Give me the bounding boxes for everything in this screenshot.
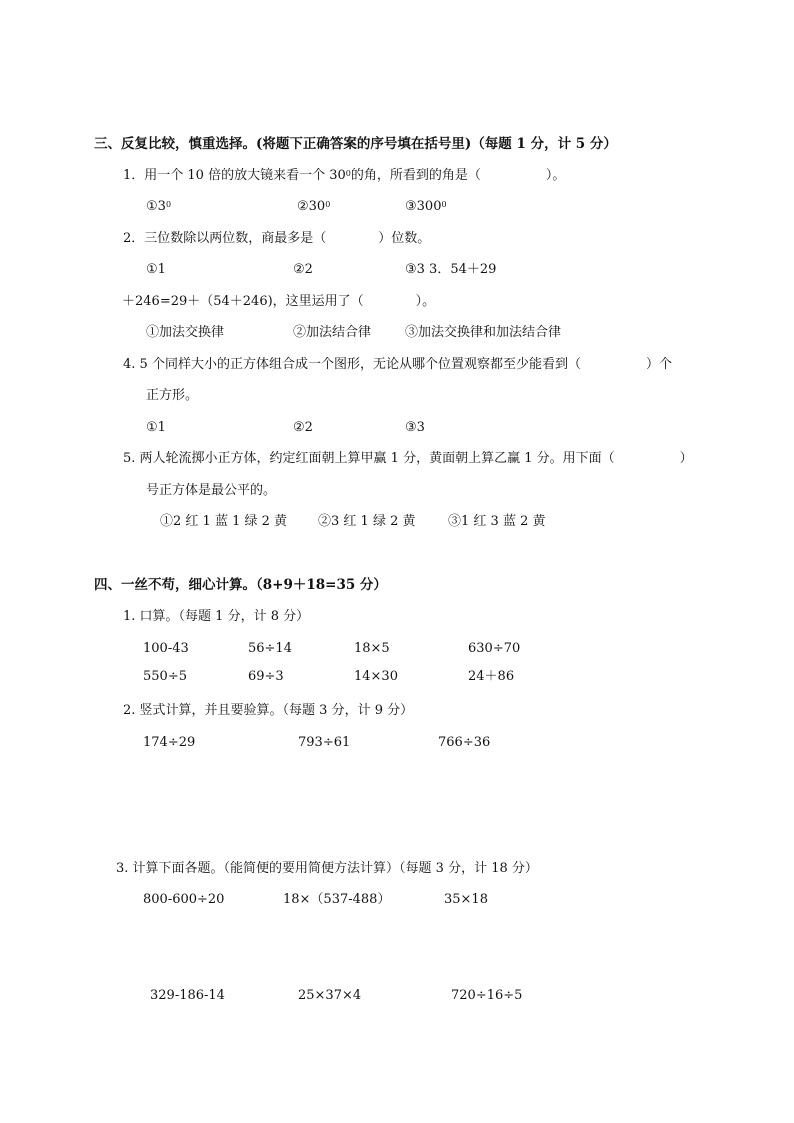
calc-item: 329-186-14	[150, 988, 225, 1003]
q1-stem	[123, 168, 565, 184]
q1-option-3: $③300^0$	[405, 199, 447, 214]
q4-stem-cont: 正方形。	[146, 388, 199, 403]
q2-stem: 2．三位数除以两位数，商最多是（ ）位数。	[123, 231, 431, 246]
mental-calc-item: 56÷14	[248, 641, 292, 656]
q1-option-1: $①3^0$	[146, 199, 172, 214]
calc-item: 720÷16÷5	[451, 988, 523, 1003]
calc-item: 25×37×4	[298, 988, 362, 1003]
q1-stem-a: 1．用一个 10 倍的放大镜来看一个 30	[123, 168, 346, 183]
part2-title: 2. 竖式计算，并且要验算。（每题 3 分，计 9 分）	[123, 703, 414, 718]
q4-option-3: ③3	[405, 420, 425, 435]
q5-option-2: ②3 红 1 绿 2 黄	[318, 514, 416, 529]
q3-option-3: ③加法交换律和加法结合律	[405, 325, 562, 340]
q4-option-2: ②2	[293, 420, 313, 435]
q3-option-1: ①加法交换律	[146, 325, 225, 340]
degree-mark: 0	[345, 169, 351, 178]
vertical-calc-item: 766÷36	[438, 735, 491, 750]
mental-calc-item: 18×5	[354, 641, 390, 656]
calc-item: 35×18	[444, 892, 488, 907]
section3-heading: 三、反复比较，慎重选择。(将题下正确答案的序号填在括号里)（每题 1 分，计 5 分）	[94, 136, 617, 152]
q1-option-2: $②30^0$	[297, 199, 331, 214]
q5-option-1: ①2 红 1 蓝 1 绿 2 黄	[160, 514, 288, 529]
mental-calc-item: 69÷3	[248, 669, 284, 684]
vertical-calc-item: 793÷61	[298, 735, 351, 750]
q3-option-2: ②加法结合律	[293, 325, 372, 340]
vertical-calc-item: 174÷29	[143, 735, 196, 750]
mental-calc-item: 100-43	[143, 641, 189, 656]
q5-stem-cont: 号正方体是最公平的。	[146, 483, 277, 498]
q3-stem: ＋246=29＋（54＋246)，这里运用了（ ）。	[122, 294, 436, 309]
q2-option-3: ③3 3．54＋29	[405, 262, 497, 277]
mental-calc-item: 14×30	[354, 669, 398, 684]
part3-title: 3. 计算下面各题。（能简便的要用简便方法计算）（每题 3 分，计 18 分）	[116, 861, 538, 876]
part1-title: 1. 口算。（每题 1 分，计 8 分）	[123, 609, 310, 624]
mental-calc-item: 550÷5	[143, 669, 187, 684]
q4-option-1: ①1	[146, 420, 166, 435]
calc-item: 18×（537-488）	[283, 892, 391, 907]
mental-calc-item: 630÷70	[468, 641, 521, 656]
q1-stem-b: 的角，所看到的角是（ ）。	[350, 168, 566, 183]
q2-option-1: ①1	[146, 262, 166, 277]
q5-stem: 5. 两人轮流掷小正方体，约定红面朝上算甲赢 1 分，黄面朝上算乙赢 1 分。用下面（ ）	[123, 451, 693, 466]
mental-calc-item: 24＋86	[468, 669, 515, 684]
q4-stem: 4. 5 个同样大小的正方体组合成一个图形，无论从哪个位置观察都至少能看到（ ）个	[123, 357, 672, 372]
q2-option-2: ②2	[293, 262, 313, 277]
q5-option-3: ③1 红 3 蓝 2 黄	[448, 514, 546, 529]
calc-item: 800-600÷20	[143, 892, 225, 907]
section4-heading: 四、一丝不苟，细心计算。（8+9＋18=35 分）	[94, 577, 387, 593]
